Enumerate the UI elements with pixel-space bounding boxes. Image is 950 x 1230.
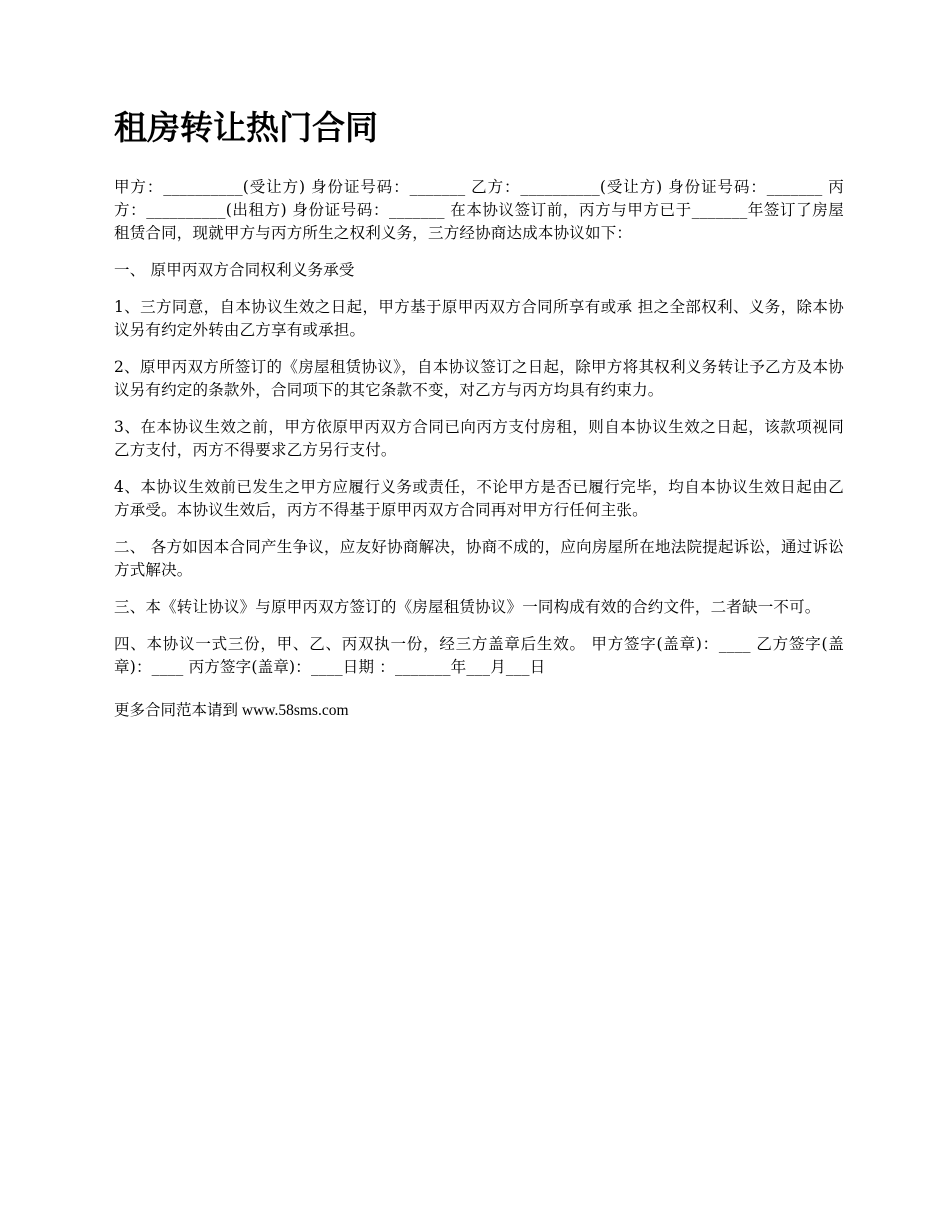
footer-link-text: 更多合同范本请到 www.58sms.com — [114, 701, 349, 719]
section-3-validity: 三、本《转让协议》与原甲丙双方签订的《房屋租赁协议》一同构成有效的合约文件，二者缺一不可。 — [114, 597, 821, 616]
clause-4: 4、本协议生效前已发生之甲方应履行义务或责任，不论甲方是否已履行完毕，均自本协议生效日起由乙方承受。本协议生效后，丙方不得基于原甲丙双方合同再对甲方行任何主张。 — [114, 477, 844, 519]
document-page — [114, 108, 844, 722]
document-title: 租房转让热门合同 — [114, 108, 378, 147]
paragraph-parties: 甲方：__________(受让方) 身份证号码：_______ 乙方：__________(受让方) 身份证号码：_______ 丙方：__________(出租方) 身份证号码：_______ 在本协议签订前，丙方与甲方已于_______年签订了房屋租赁合同，现就甲方与丙方所生之权利义务，三方经协商达成本协议如下： — [114, 177, 844, 242]
section-4-signatures: 四、本协议一式三份，甲、乙、丙双执一份，经三方盖章后生效。 甲方签字(盖章)：____ 乙方签字(盖章)：____ 丙方签字(盖章)：____日期 ：_______年___月___日 — [114, 634, 844, 676]
clause-3: 3、在本协议生效之前，甲方依原甲丙双方合同已向丙方支付房租，则自本协议生效之日起，该款项视同乙方支付，丙方不得要求乙方另行支付。 — [114, 417, 844, 459]
section-heading-1: 一、 原甲丙双方合同权利义务承受 — [114, 260, 355, 279]
clause-1: 1、三方同意，自本协议生效之日起，甲方基于原甲丙双方合同所享有或承 担之全部权利、义务，除本协议另有约定外转由乙方享有或承担。 — [114, 297, 844, 339]
section-2-dispute: 二、 各方如因本合同产生争议，应友好协商解决，协商不成的，应向房屋所在地法院提起诉讼，通过诉讼方式解决。 — [114, 537, 844, 579]
clause-2: 2、原甲丙双方所签订的《房屋租赁协议》，自本协议签订之日起，除甲方将其权利义务转让予乙方及本协议另有约定的条款外，合同项下的其它条款不变，对乙方与丙方均具有约束力。 — [114, 357, 844, 399]
